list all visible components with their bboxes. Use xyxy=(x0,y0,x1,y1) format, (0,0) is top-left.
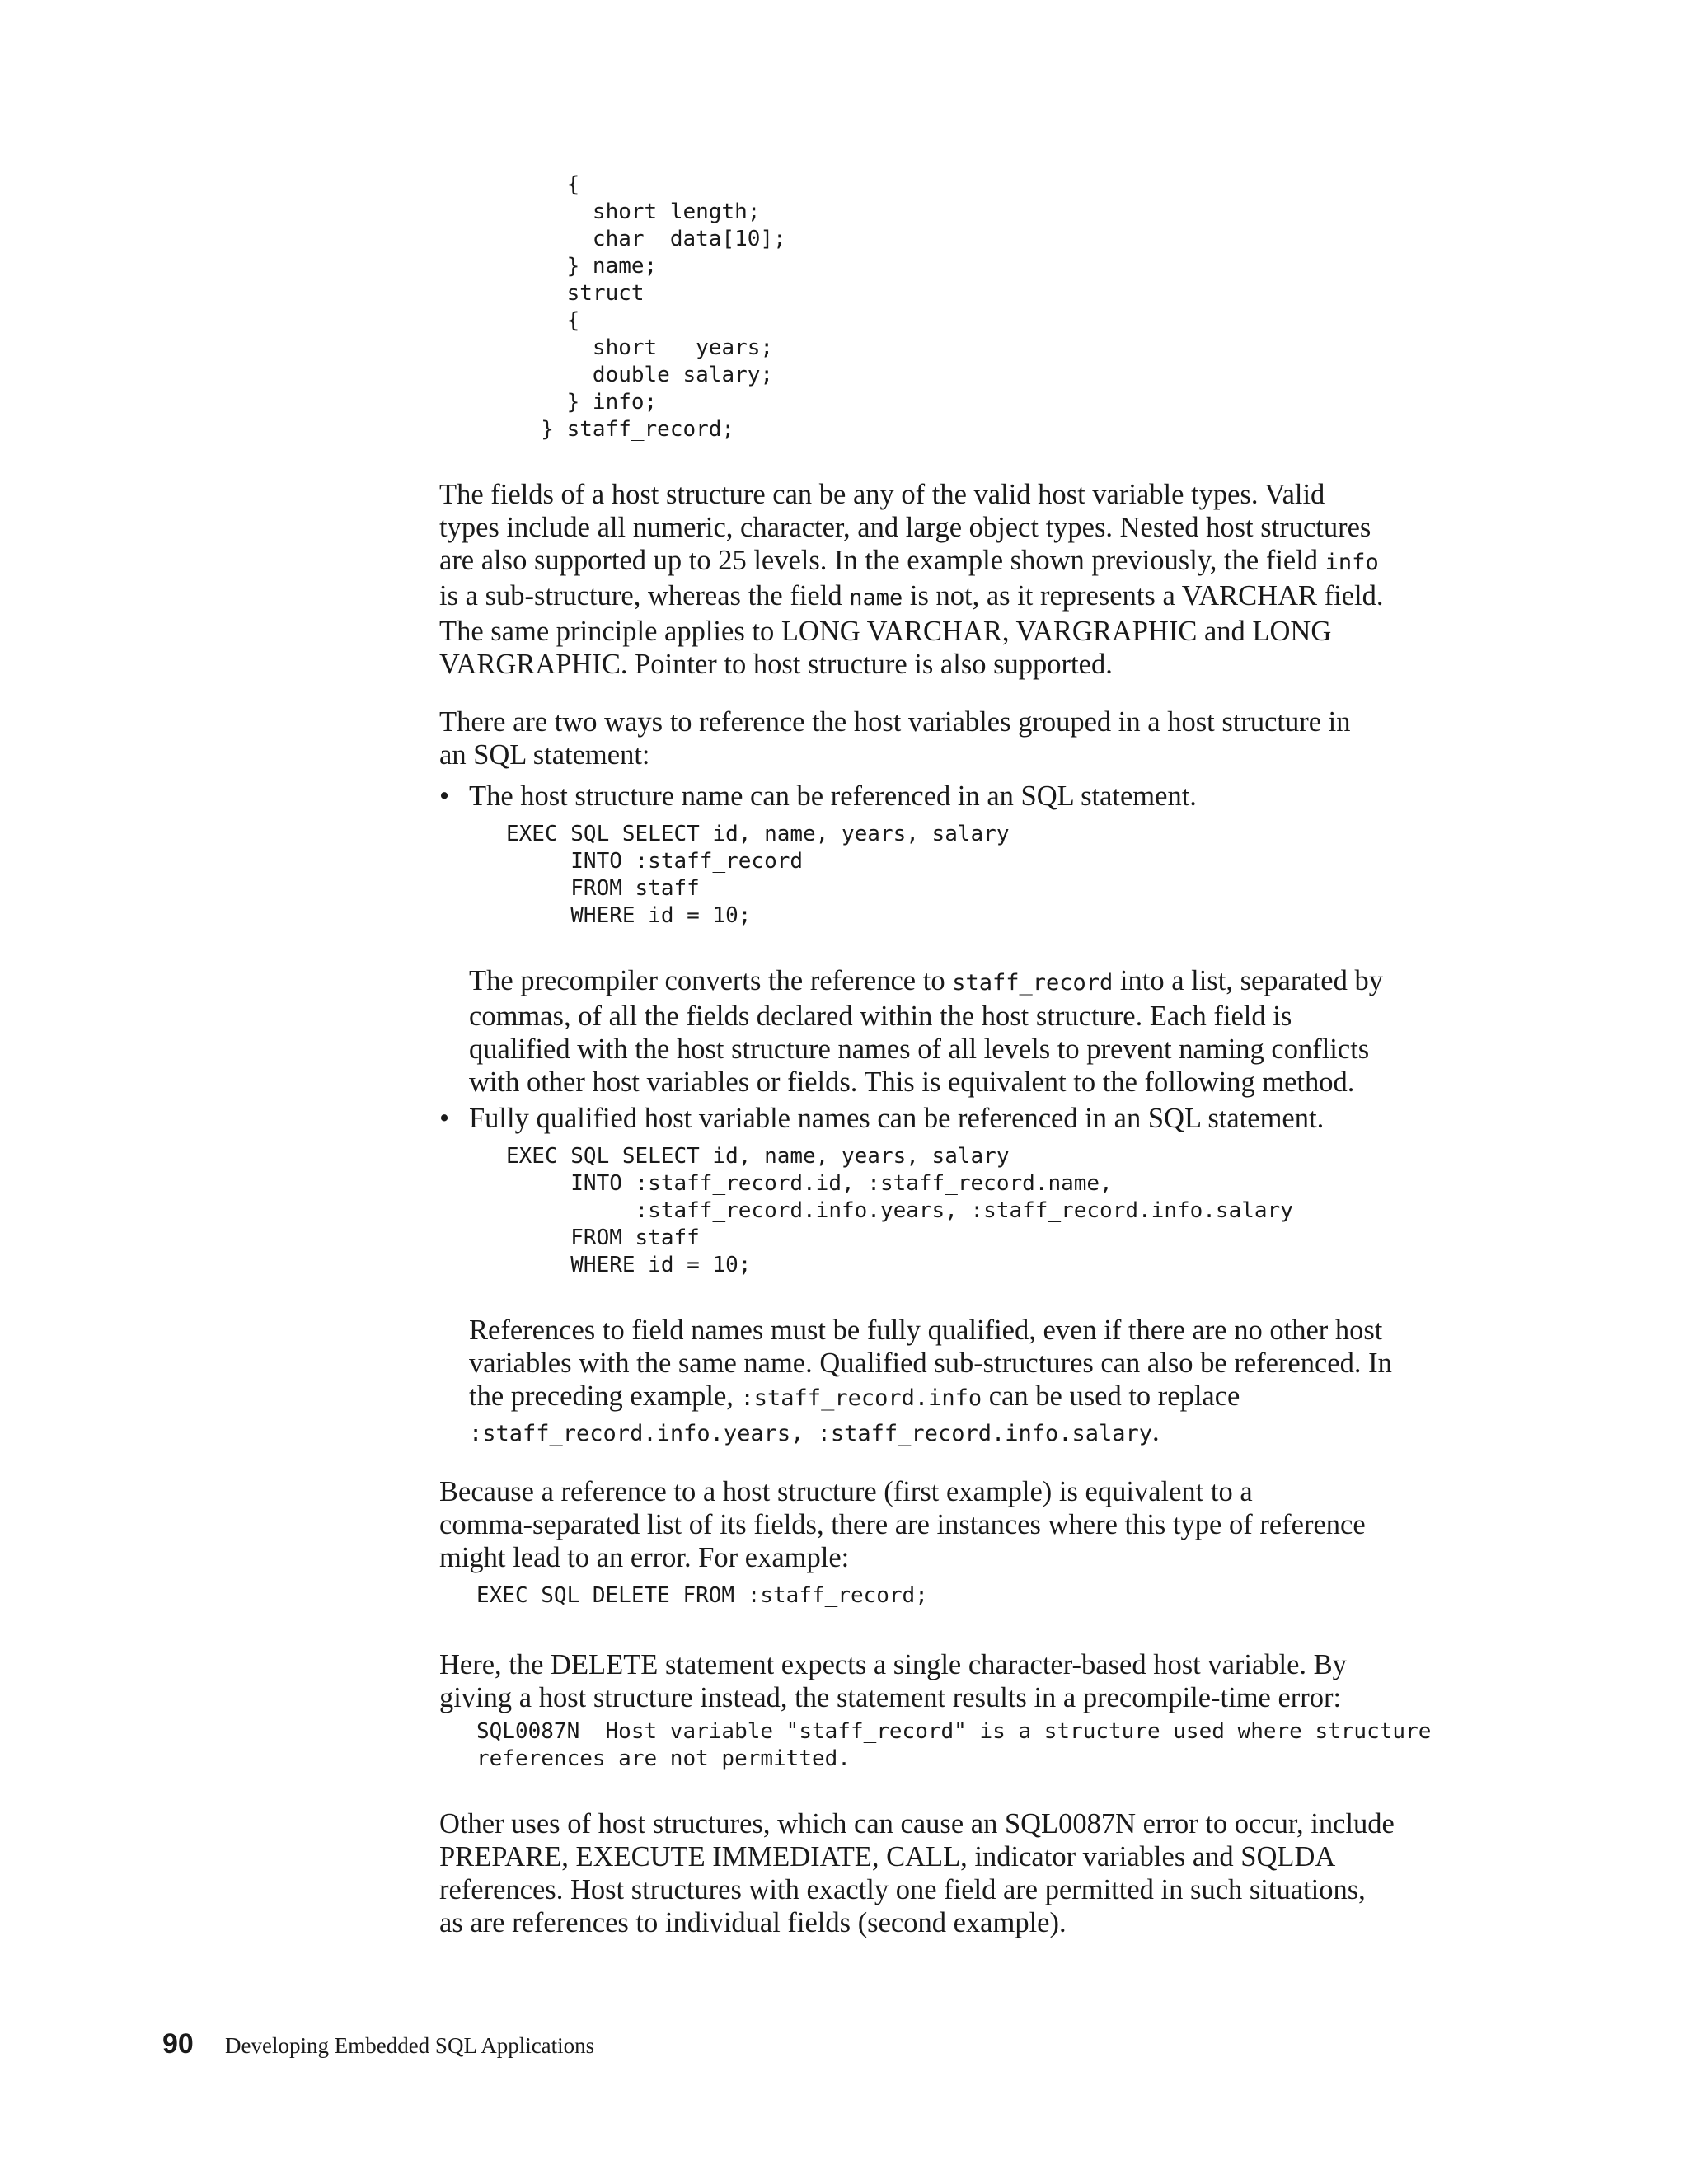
footer-title: Developing Embedded SQL Applications xyxy=(225,2033,595,2058)
line-text: as are references to individual fields (second example). xyxy=(439,1907,1067,1938)
paragraph-because xyxy=(439,1475,1366,1574)
paragraph-two-ways xyxy=(439,705,1351,771)
line-text: Other uses of host structures, which can cause an SQL0087N error to occur, include xyxy=(439,1808,1395,1840)
paragraph-line xyxy=(439,738,1351,771)
paragraph-other-uses xyxy=(439,1807,1395,1939)
paragraph-line xyxy=(439,1681,1347,1714)
line-text: with other host variables or fields. This is equivalent to the following method. xyxy=(469,1066,1355,1098)
inline-code: name xyxy=(849,585,903,611)
paragraph-line xyxy=(439,544,1384,579)
paragraph-line xyxy=(439,1475,1366,1508)
bullet-item-structure-name: The host structure name can be referenced in an SQL statement. xyxy=(469,780,1197,812)
code-block-delete: EXEC SQL DELETE FROM :staff_record; xyxy=(476,1583,928,1608)
line-text: There are two ways to reference the host variables grouped in a host structure in xyxy=(439,706,1351,738)
paragraph-line xyxy=(439,1873,1395,1906)
line-text: giving a host structure instead, the statement results in a precompile-time error: xyxy=(439,1682,1342,1713)
line-text: comma-separated list of its fields, there are instances where this type of reference xyxy=(439,1509,1366,1540)
inline-code: staff_record xyxy=(952,970,1114,996)
paragraph-line xyxy=(439,1906,1395,1939)
line-text: references. Host structures with exactly one field are permitted in such situations, xyxy=(439,1874,1366,1905)
bullet-marker: • xyxy=(439,1103,450,1134)
code-block-error: SQL0087N Host variable "staff_record" is a structure used where structure references are not permitted. xyxy=(476,1719,1432,1771)
paragraph-precompiler xyxy=(469,964,1383,1099)
line-text: commas, of all the fields declared within the host structure. Each field is xyxy=(469,1001,1292,1032)
paragraph-here xyxy=(439,1648,1347,1714)
line-text: The precompiler converts the reference to xyxy=(469,965,953,996)
paragraph-references xyxy=(469,1314,1392,1451)
line-text: Here, the DELETE statement expects a single character-based host variable. By xyxy=(439,1649,1347,1680)
paragraph-line xyxy=(469,1347,1392,1380)
paragraph-line xyxy=(439,579,1384,615)
line-text: are also supported up to 25 levels. In the example shown previously, the field xyxy=(439,545,1325,576)
paragraph-line xyxy=(439,615,1384,648)
line-text: can be used to replace xyxy=(982,1380,1240,1412)
line-text: is not, as it represents a VARCHAR field. xyxy=(903,580,1384,612)
paragraph-line xyxy=(439,1840,1395,1873)
line-text: PREPARE, EXECUTE IMMEDIATE, CALL, indicator variables and SQLDA xyxy=(439,1841,1336,1872)
paragraph-line xyxy=(469,1066,1383,1099)
line-text: an SQL statement: xyxy=(439,739,650,771)
line-text: types include all numeric, character, and large object types. Nested host structures xyxy=(439,512,1372,543)
bullet-item-qualified-names: Fully qualified host variable names can be referenced in an SQL statement. xyxy=(469,1103,1325,1134)
paragraph-fields xyxy=(439,478,1384,681)
paragraph-line xyxy=(439,1508,1366,1541)
inline-code: :staff_record.info.years, :staff_record.info.salary xyxy=(469,1421,1153,1446)
line-text: References to field names must be fully qualified, even if there are no other host xyxy=(469,1315,1383,1346)
paragraph-line xyxy=(469,1033,1383,1066)
line-text: might lead to an error. For example: xyxy=(439,1542,850,1573)
bullet-marker: • xyxy=(439,780,450,812)
line-text: The fields of a host structure can be any of the valid host variable types. Valid xyxy=(439,479,1325,510)
paragraph-line xyxy=(439,1541,1366,1574)
line-text: the preceding example, xyxy=(469,1380,741,1412)
line-text: . xyxy=(1152,1416,1160,1447)
line-text: Because a reference to a host structure (first example) is equivalent to a xyxy=(439,1476,1253,1507)
line-text: into a list, separated by xyxy=(1113,965,1383,996)
line-text: The same principle applies to LONG VARCHAR, VARGRAPHIC and LONG xyxy=(439,616,1332,647)
paragraph-line xyxy=(439,478,1384,511)
line-text: variables with the same name. Qualified sub-structures can also be referenced. In xyxy=(469,1347,1392,1379)
inline-code: :staff_record.info xyxy=(740,1385,982,1411)
paragraph-line xyxy=(469,964,1383,1000)
code-block-select-2: EXEC SQL SELECT id, name, years, salary INTO :staff_record.id, :staff_record.name, :staff_record.info.years, :staff_record.info.salary FROM staff WHERE id = 10; xyxy=(506,1144,1293,1277)
paragraph-line xyxy=(439,648,1384,681)
line-text: is a sub-structure, whereas the field xyxy=(439,580,850,612)
inline-code: info xyxy=(1325,550,1379,575)
paragraph-line xyxy=(439,705,1351,738)
line-text: qualified with the host structure names of all levels to prevent naming conflicts xyxy=(469,1033,1370,1065)
paragraph-line xyxy=(439,1807,1395,1840)
paragraph-line xyxy=(439,1648,1347,1681)
paragraph-line xyxy=(439,511,1384,544)
paragraph-line xyxy=(469,1415,1392,1451)
paragraph-line xyxy=(469,1000,1383,1033)
code-block-struct: { short length; char data[10]; } name; struct { short years; double salary; } info; } staff_record; xyxy=(541,172,786,442)
line-text: VARGRAPHIC. Pointer to host structure is also supported. xyxy=(439,649,1113,680)
page-number: 90 xyxy=(162,2028,194,2060)
code-block-select-1: EXEC SQL SELECT id, name, years, salary INTO :staff_record FROM staff WHERE id = 10; xyxy=(506,822,1010,928)
paragraph-line xyxy=(469,1380,1392,1415)
paragraph-line xyxy=(469,1314,1392,1347)
